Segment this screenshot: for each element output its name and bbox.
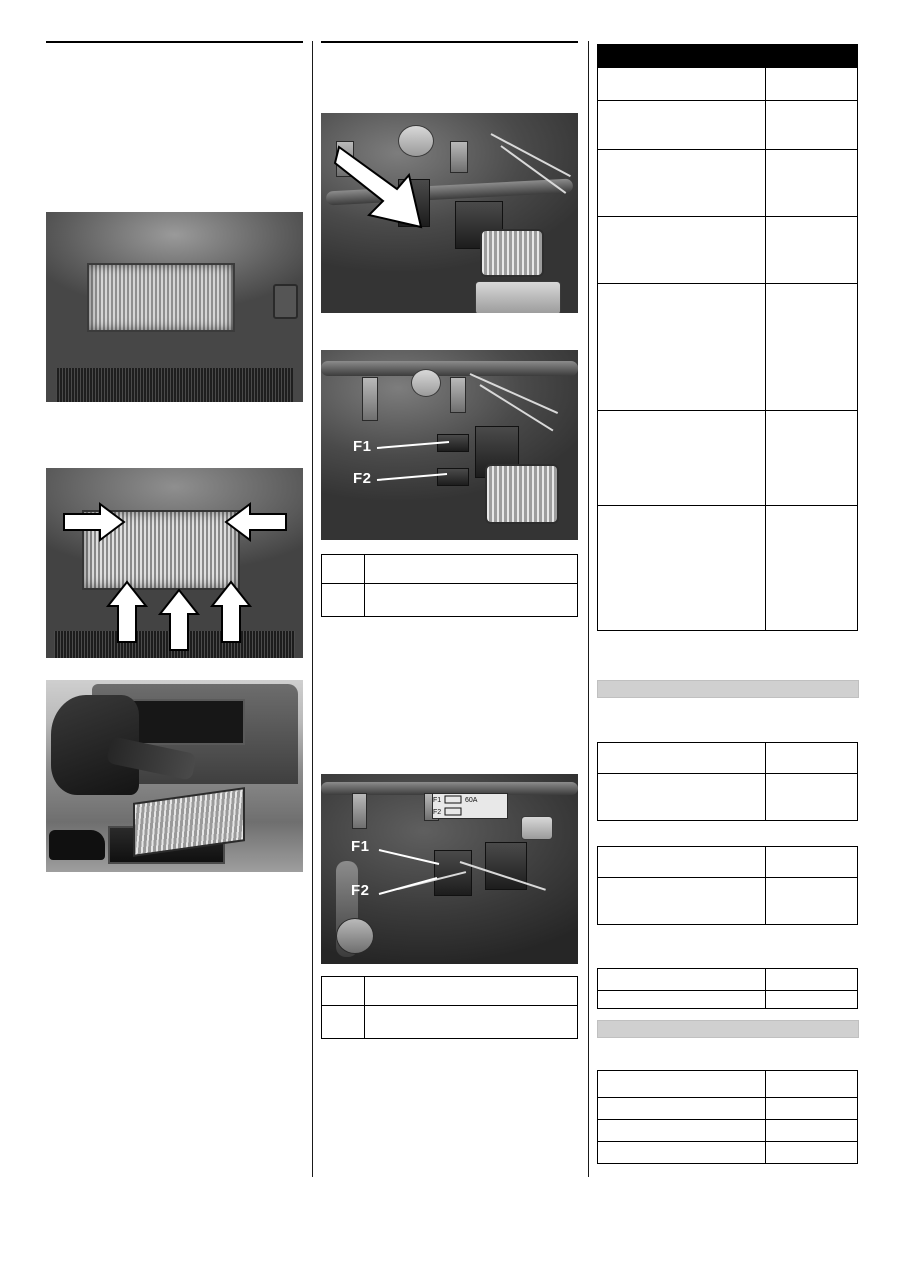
table-row	[598, 969, 858, 991]
spec-label	[598, 878, 766, 925]
spec-value	[766, 150, 858, 217]
legend-table-upper	[321, 554, 578, 617]
spec-table-5	[597, 1070, 858, 1164]
column-divider-1	[312, 41, 313, 1177]
table-header-row	[598, 45, 858, 68]
pump-motor	[480, 229, 544, 277]
legend-key	[322, 1006, 365, 1039]
spec-label	[598, 1142, 766, 1164]
housing-latch	[273, 284, 298, 318]
tube-fitting-right	[450, 141, 468, 173]
spec-label	[598, 411, 766, 506]
table-row	[598, 506, 858, 631]
spec-label	[598, 506, 766, 631]
spec-value	[766, 1120, 858, 1142]
arrow-right-icon-1	[64, 504, 126, 546]
spec-label	[598, 68, 766, 101]
spec-label	[598, 743, 766, 774]
table-row	[598, 284, 858, 411]
table-header-cell	[598, 45, 766, 68]
left-column-top-rule	[46, 41, 303, 43]
spec-label	[598, 991, 766, 1009]
fluid-tank	[475, 281, 561, 313]
table-row	[322, 584, 578, 617]
legend-value	[365, 977, 578, 1006]
spec-label	[598, 217, 766, 284]
arrow-up-icon-3	[212, 580, 254, 642]
table-row	[598, 101, 858, 150]
section-band-2-label	[598, 1021, 858, 1025]
table-row	[598, 743, 858, 774]
arrow-left-icon-1	[224, 504, 286, 546]
figure-fuses-f1-f2-upper	[321, 350, 578, 540]
spec-value	[766, 411, 858, 506]
spec-value	[766, 1098, 858, 1120]
spec-value	[766, 969, 858, 991]
legend-key	[322, 584, 365, 617]
spec-table-4	[597, 968, 858, 1009]
svg-text:60A: 60A	[465, 797, 478, 804]
table-row	[598, 878, 858, 925]
spec-table-3	[597, 846, 858, 925]
table-row	[598, 1071, 858, 1098]
figure-hydraulic-unit	[321, 113, 578, 313]
table-row	[322, 555, 578, 584]
spec-value	[766, 991, 858, 1009]
spec-table-main	[597, 44, 858, 631]
table-row	[322, 1006, 578, 1039]
table-header-cell	[766, 45, 858, 68]
legend-value	[365, 584, 578, 617]
arrow-up-icon-1	[108, 580, 150, 642]
legend-value	[365, 1006, 578, 1039]
arrow-down-right-icon	[335, 141, 445, 237]
arrow-up-icon-2	[160, 588, 202, 650]
filter-compartment-opening	[123, 699, 245, 745]
dust-filter-cartridge	[87, 263, 235, 332]
pointer-lines-f1-f2	[321, 774, 578, 964]
label-f1: F1	[351, 838, 370, 855]
table-row	[598, 1120, 858, 1142]
table-row	[598, 847, 858, 878]
legend-key	[322, 555, 365, 584]
section-band-1-label	[598, 681, 858, 685]
spec-value	[766, 217, 858, 284]
spec-value	[766, 68, 858, 101]
spec-value	[766, 284, 858, 411]
spec-value	[766, 101, 858, 150]
table-row	[598, 774, 858, 821]
svg-text:F2: F2	[433, 809, 442, 816]
spec-label	[598, 284, 766, 411]
table-row	[598, 150, 858, 217]
table-row	[598, 411, 858, 506]
spec-label	[598, 1098, 766, 1120]
legend-key	[322, 977, 365, 1006]
figure-filter-in-housing	[46, 212, 303, 402]
spec-value	[766, 743, 858, 774]
label-f2: F2	[351, 882, 370, 899]
section-band-2	[597, 1020, 859, 1038]
spec-label	[598, 150, 766, 217]
figure-filter-latches	[46, 468, 303, 658]
spec-label	[598, 774, 766, 821]
spec-value	[766, 774, 858, 821]
spec-value	[766, 1142, 858, 1164]
section-band-1	[597, 680, 859, 698]
table-row	[598, 217, 858, 284]
svg-text:F1: F1	[433, 797, 442, 804]
spec-value	[766, 878, 858, 925]
label-f1: F1	[353, 438, 372, 455]
table-row	[598, 1098, 858, 1120]
spec-table-2	[597, 742, 858, 821]
figure-fuses-f1-f2-lower	[321, 774, 578, 964]
table-row	[598, 1142, 858, 1164]
legend-value	[365, 555, 578, 584]
spec-value	[766, 1071, 858, 1098]
spec-label	[598, 969, 766, 991]
spec-value	[766, 506, 858, 631]
spec-label	[598, 1120, 766, 1142]
column-divider-2	[588, 41, 589, 1177]
spec-label	[598, 101, 766, 150]
table-row	[598, 991, 858, 1009]
brush-roller	[56, 368, 292, 402]
spec-value	[766, 847, 858, 878]
legend-table-lower	[321, 976, 578, 1039]
operator-boot	[49, 830, 106, 861]
spec-label	[598, 847, 766, 878]
label-f2: F2	[353, 470, 372, 487]
spec-label	[598, 1071, 766, 1098]
table-row	[322, 977, 578, 1006]
figure-removing-filter	[46, 680, 303, 872]
middle-column-top-rule	[321, 41, 578, 43]
table-row	[598, 68, 858, 101]
